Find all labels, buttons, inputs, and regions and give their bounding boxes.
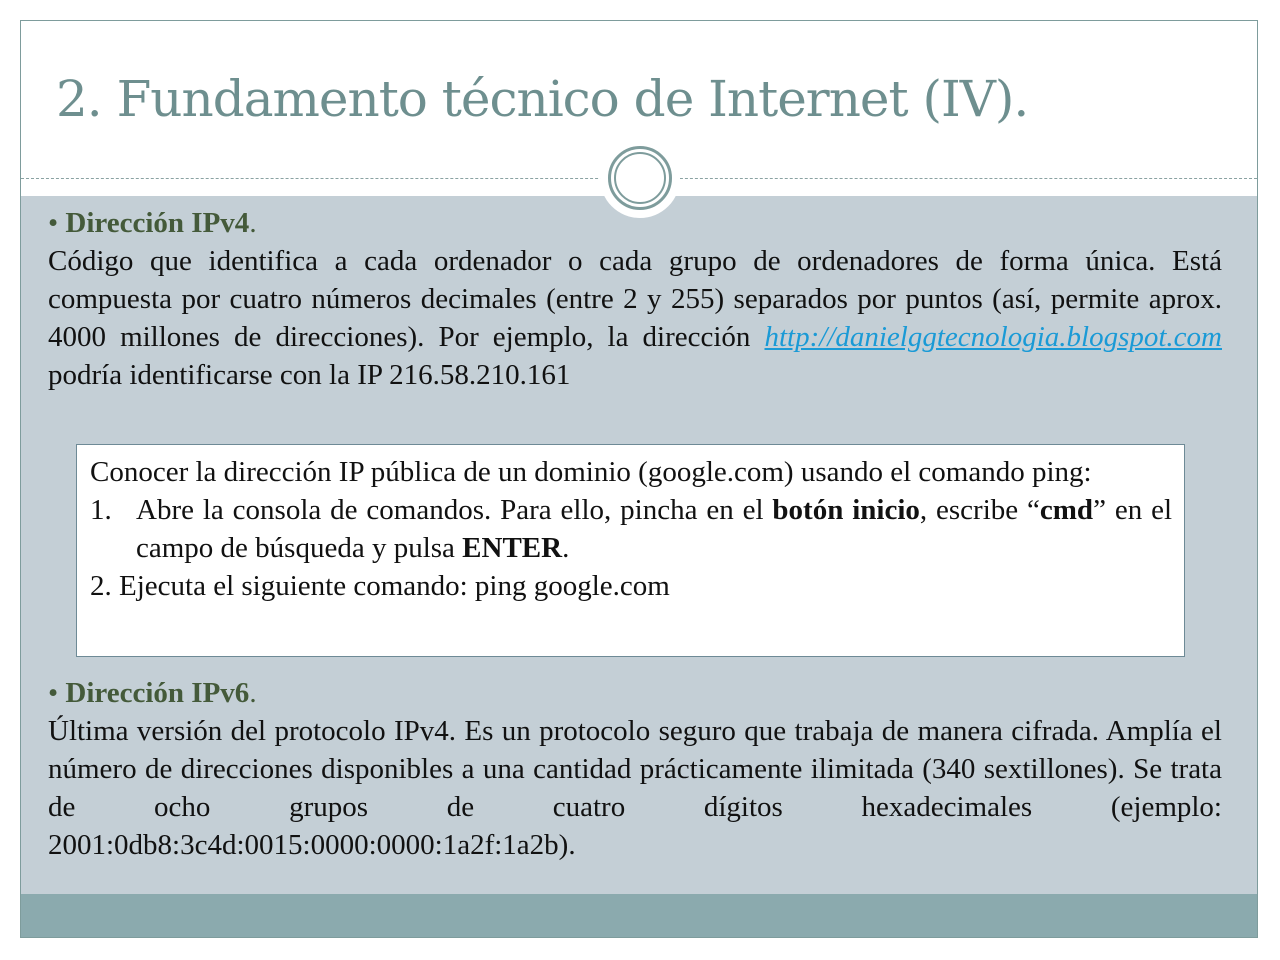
- steps-list: [90, 491, 1172, 567]
- step-1-text-2: , escribe “: [919, 494, 1040, 526]
- step-1-text-3: ” en el campo de búsqueda y pulsa: [136, 494, 1173, 564]
- ipv4-heading-dot: .: [249, 207, 257, 239]
- ipv6-heading: Dirección IPv6: [65, 677, 250, 709]
- ipv4-body-text: Código que identifica a cada ordenador o cada grupo de ordenadores de forma única. Está compuesta por cuatro números decimales (entre 2 y 255) separados por puntos (así, permite aprox. 4000 millones de direcciones). Por ejemplo, la dirección: [48, 245, 1222, 353]
- ipv6-section: [48, 674, 1222, 864]
- step-1-bold-enter: ENTER: [462, 532, 563, 564]
- box-intro: Conocer la dirección IP pública de un dominio (google.com) usando el comando ping:: [90, 456, 1092, 488]
- step-1: [90, 491, 1172, 567]
- ipv6-body: Última versión del protocolo IPv4. Es un protocolo seguro que trabaja de manera cifrada. Amplía el número de direcciones disponibles a una cantidad prácticamente ilimitada (340 sextillones). Se trata de ocho grupos de cuatro dígitos hexadecimales (ejemplo: 2001:0db8:3c4d:0015:0000:0000:1a2f:1a2b).: [48, 715, 1222, 861]
- bullet-icon: •: [48, 677, 59, 709]
- bottom-band: [21, 894, 1257, 937]
- step-1-number: 1.: [90, 494, 112, 526]
- step-1-text: Abre la consola de comandos. Para ello, pincha en el: [136, 494, 773, 526]
- ipv6-heading-line: [48, 674, 1222, 712]
- ipv4-body: [48, 242, 1222, 394]
- blog-link[interactable]: http://danielggtecnologia.blogspot.com: [764, 321, 1222, 353]
- step-2: 2. Ejecuta el siguiente comando: ping google.com: [90, 570, 670, 602]
- slide-title: 2. Fundamento técnico de Internet (IV).: [56, 70, 1029, 128]
- divider-ring-inner: [614, 152, 666, 204]
- step-1-bold-cmd: cmd: [1039, 494, 1094, 526]
- ipv4-body-tail: podría identificarse con la IP 216.58.210.161: [48, 359, 571, 391]
- ipv4-heading-line: [48, 204, 1222, 242]
- ipv6-heading-dot: .: [249, 677, 257, 709]
- ping-instructions-box: [76, 444, 1185, 657]
- ipv4-heading: Dirección IPv4: [65, 207, 250, 239]
- step-1-bold-start: botón inicio: [772, 494, 920, 526]
- ipv4-section: [48, 204, 1222, 394]
- bullet-icon: •: [48, 207, 59, 239]
- step-1-text-4: .: [562, 532, 570, 564]
